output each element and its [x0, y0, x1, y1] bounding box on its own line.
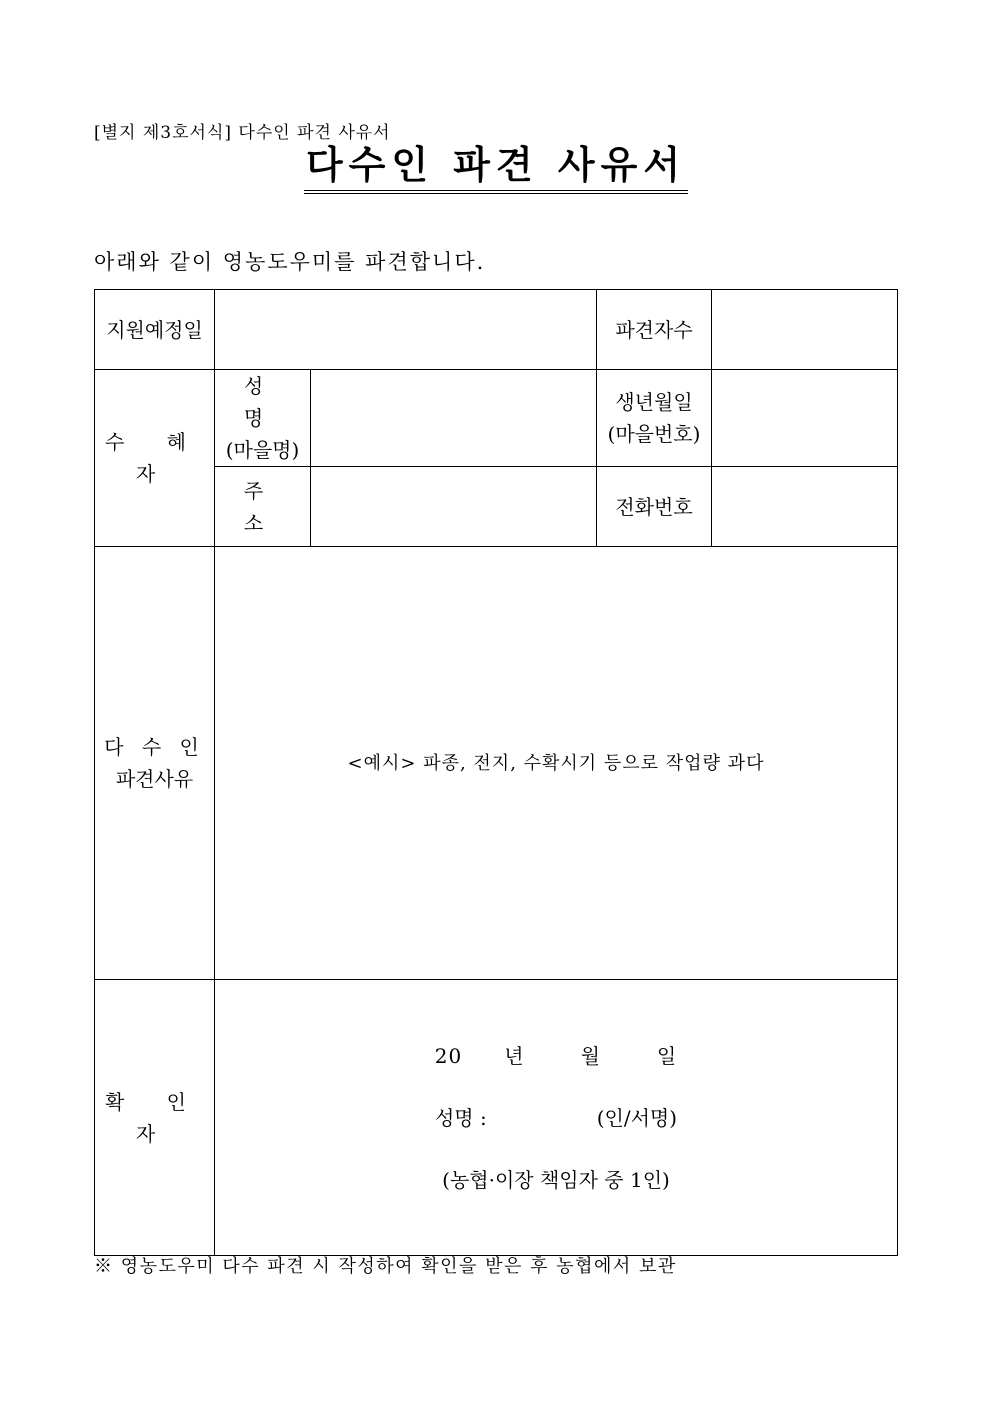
- dispatch-count-label: 파견자수: [597, 290, 712, 370]
- confirmer-label-text: 확 인 자: [105, 1089, 204, 1146]
- support-date-field[interactable]: [215, 290, 597, 370]
- confirmer-row: [95, 980, 898, 1256]
- recipient-label-text: 수 혜 자: [105, 430, 204, 486]
- year-unit: 년: [504, 1043, 525, 1068]
- dispatch-form-table: [94, 289, 898, 1256]
- reason-example-text: <예시> 파종, 전지, 수확시기 등으로 작업량 과다: [347, 753, 765, 774]
- recipient-address-row: [95, 467, 898, 547]
- name-label: [215, 370, 311, 467]
- recipient-name-row: [95, 370, 898, 467]
- support-date-label: 지원예정일: [95, 290, 215, 370]
- day-unit: 일: [656, 1043, 678, 1068]
- confirmer-label: [95, 980, 215, 1256]
- birth-label-line2: (마을번호): [607, 422, 701, 446]
- confirmer-field: [215, 980, 898, 1256]
- date-line: [215, 1040, 897, 1072]
- signer-name-label: 성명 :: [434, 1105, 487, 1130]
- form-number-label: [별지 제3호서식] 다수인 파견 사유서: [94, 123, 391, 143]
- address-label-text: 주 소: [243, 478, 282, 535]
- phone-label: 전화번호: [597, 467, 712, 547]
- month-unit: 월: [580, 1043, 601, 1068]
- birth-label-line1: 생년월일: [615, 390, 693, 414]
- name-label-line1: 성 명: [243, 374, 282, 430]
- reason-row: [95, 547, 898, 980]
- year-prefix: 20: [434, 1043, 463, 1068]
- reason-field[interactable]: [215, 547, 898, 980]
- confirmer-note: (농협·이장 책임자 중 1인): [442, 1167, 670, 1192]
- birth-field[interactable]: [712, 370, 898, 467]
- document-title: 다수인 파견 사유서: [304, 142, 688, 194]
- recipient-label: [95, 370, 215, 547]
- name-label-line2: (마을명): [225, 438, 300, 462]
- document-title-wrapper: [0, 142, 992, 194]
- support-date-row: [95, 290, 898, 370]
- dispatch-count-field[interactable]: [712, 290, 898, 370]
- birth-label: [597, 370, 712, 467]
- footnote: ※ 영농도우미 다수 파견 시 작성하여 확인을 받은 후 농협에서 보관: [94, 1256, 677, 1277]
- address-label: [215, 467, 311, 547]
- address-field[interactable]: [311, 467, 597, 547]
- reason-label-line1: 다 수 인: [104, 735, 205, 759]
- reason-label: [95, 547, 215, 980]
- reason-label-line2: 파견사유: [115, 767, 194, 791]
- name-field[interactable]: [311, 370, 597, 467]
- seal-signature-mark: (인/서명): [596, 1105, 678, 1130]
- intro-sentence: 아래와 같이 영농도우미를 파견합니다.: [94, 250, 486, 274]
- signature-line: [215, 1102, 897, 1134]
- phone-field[interactable]: [712, 467, 898, 547]
